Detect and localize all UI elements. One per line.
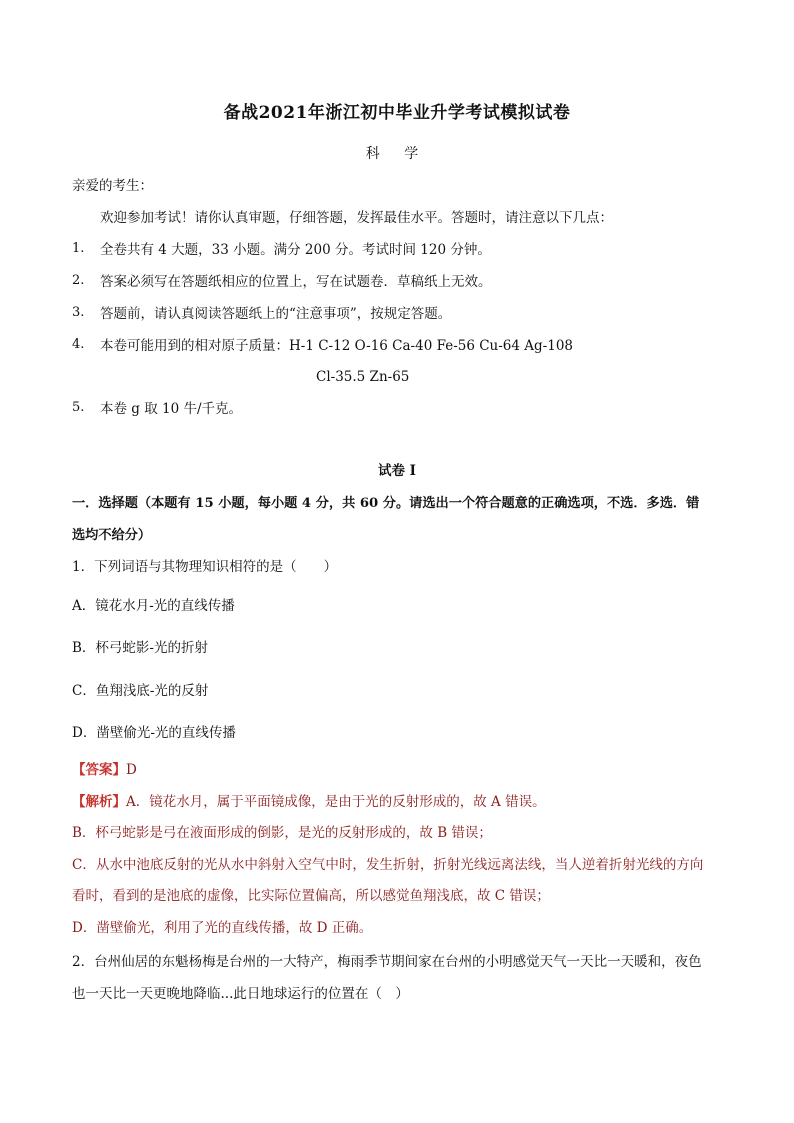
notice-item-number: 5. xyxy=(72,400,85,415)
notice-item-text: 答案必须写在答题纸相应的位置上，写在试题卷．草稿纸上无效。 xyxy=(100,274,492,290)
analysis-text: A．镜花水月，属于平面镜成像，是由于光的反射形成的，故 A 错误。 xyxy=(126,794,546,810)
option-b: B．杯弓蛇影-光的折射 xyxy=(72,640,208,656)
notice-item-text: 全卷共有 4 大题，33 小题。满分 200 分。考试时间 120 分钟。 xyxy=(100,242,491,258)
section-heading: 一．选择题（本题有 15 小题，每小题 4 分，共 60 分。请选出一个符合题意的正确选项，不选．多选．错 xyxy=(72,496,700,511)
analysis-text: B．杯弓蛇影是弓在液面形成的倒影，是光的反射形成的，故 B 错误； xyxy=(72,825,492,841)
notice-item-text: 答题前，请认真阅读答题纸上的“注意事项”，按规定答题。 xyxy=(100,306,452,322)
question-stem: 2．台州仙居的东魁杨梅是台州的一大特产，梅雨季节期间家在台州的小明感觉天气一天比一天暖和，夜色 xyxy=(72,954,702,970)
notice-item-number: 3. xyxy=(72,305,85,320)
notice-item-number: 2. xyxy=(72,273,85,288)
page-title: 备战2021年浙江初中毕业升学考试模拟试卷 xyxy=(223,103,571,123)
question-stem: 1．下列词语与其物理知识相符的是（ ） xyxy=(72,559,338,575)
notice-item-continuation: Cl-35.5 Zn-65 xyxy=(316,369,410,385)
analysis-text: C．从水中池底反射的光从水中斜射入空气中时，发生折射，折射光线远离法线，当人逆着折射光线的方向 xyxy=(72,857,704,873)
subject-label: 科 学 xyxy=(365,146,429,162)
notice-item-text: 本卷可能用到的相对原子质量：H-1 C-12 O-16 Ca-40 Fe-56 Cu-64 Ag-108 xyxy=(100,338,574,354)
answer-tag: 【答案】 xyxy=(72,762,126,778)
answer-line xyxy=(72,761,137,779)
paper-title: 试卷 I xyxy=(377,463,416,479)
analysis-tag: 【解析】 xyxy=(72,794,126,810)
question-stem-cont: 也一天比一天更晚地降临...此日地球运行的位置在（ ） xyxy=(72,986,409,1002)
analysis-text: 看时，看到的是池底的虚像，比实际位置偏高，所以感觉鱼翔浅底，故 C 错误； xyxy=(72,888,550,904)
option-c: C．鱼翔浅底-光的反射 xyxy=(72,683,209,699)
analysis-line xyxy=(72,793,546,811)
greeting: 亲爱的考生： xyxy=(72,178,153,194)
analysis-text: D．凿壁偷光，利用了光的直线传播，故 D 正确。 xyxy=(72,920,373,936)
option-a: A．镜花水月-光的直线传播 xyxy=(72,598,235,614)
answer-value: D xyxy=(126,762,137,778)
section-heading-cont: 选均不给分） xyxy=(72,528,152,543)
notice-item-text: 本卷 g 取 10 牛/千克。 xyxy=(100,401,243,417)
option-d: D．凿壁偷光-光的直线传播 xyxy=(72,725,236,741)
notice-item-number: 4. xyxy=(72,337,85,352)
intro-text: 欢迎参加考试！请你认真审题，仔细答题，发挥最佳水平。答题时，请注意以下几点： xyxy=(100,210,613,226)
notice-item-number: 1. xyxy=(72,241,85,256)
